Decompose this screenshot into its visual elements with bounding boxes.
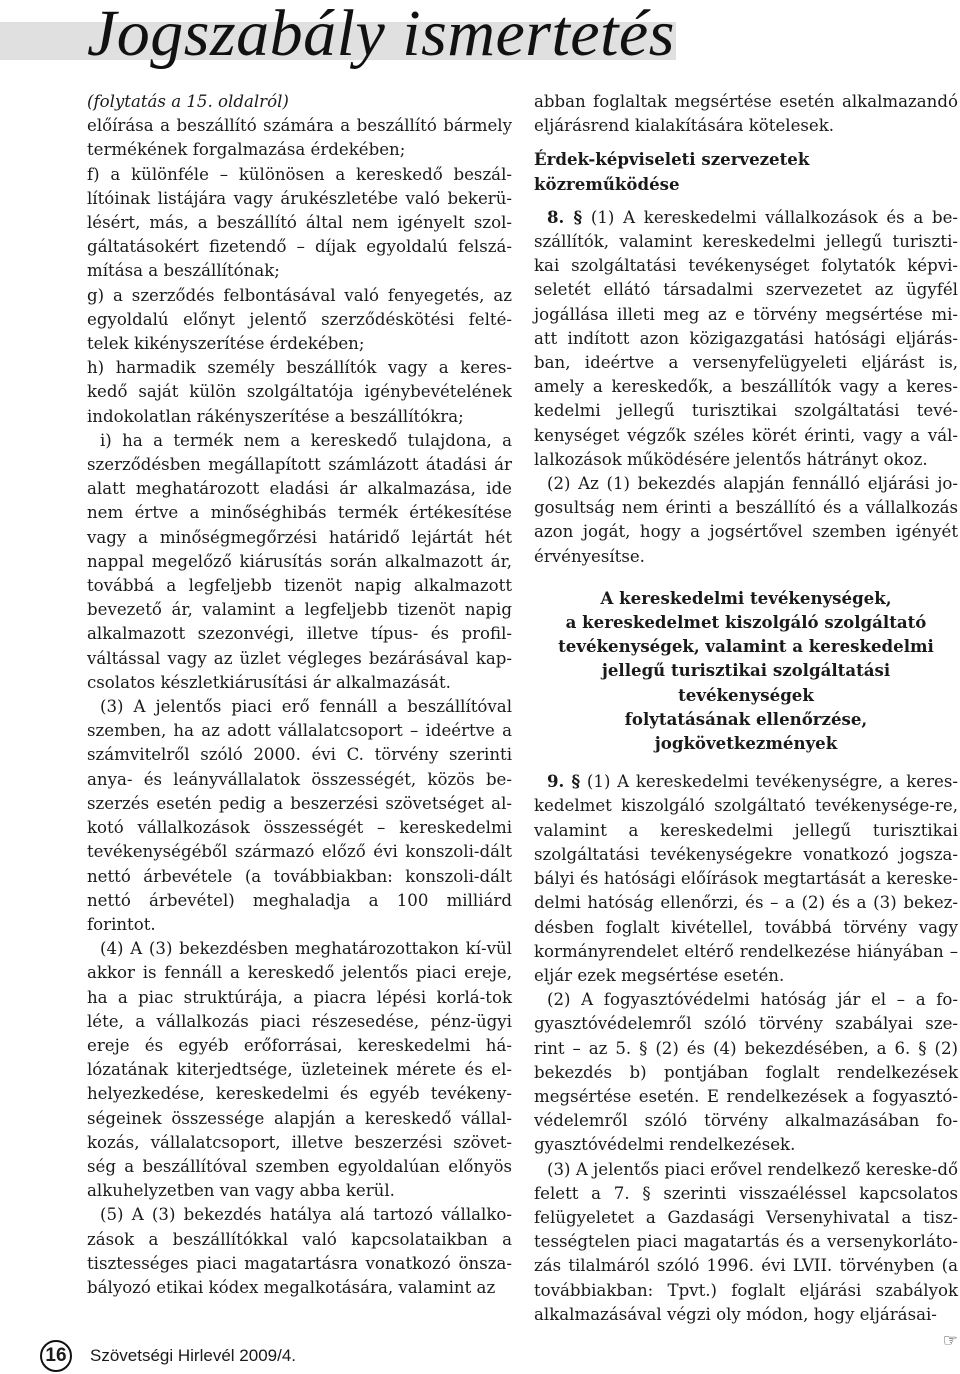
paragraph [534, 769, 958, 988]
paragraph: abban foglaltak megsértése esetén alkalmazandó eljárásrend kialakítására kötelesek. [534, 92, 958, 136]
section-heading-block [534, 586, 958, 755]
heading-line: jogkövetkezmények [654, 733, 838, 754]
heading-line: tevékenységek, valamint a kereskedelmi [558, 636, 934, 657]
page-number: 16 [40, 1340, 72, 1372]
paragraph: előírása a beszállító számára a beszállító bármely termékének forgalmazása érdekében; [87, 116, 512, 160]
paragraph: (4) A (3) bekezdésben meghatározottakon kí-vül akkor is fennáll a kereskedő jelentős piaci ereje, ha a piac struktúrája, a piacra lépési korlá-tok léte, a vállalkozás piaci részesedése, pénz-ügyi ereje és egyéb erőforrásai, kereskedelmi há-lózatának kiterjedtsége, üzleteinek mérete és el-helyezkedése, kereskedelmi és egyéb tevékeny-ségeinek összessége alapján a kereskedő vállal-kozás, vállalatcsoport, illetve beszerzési szövet-ség a beszállítóval szemben egyoldalúan előnyös alkuhelyzetben van vagy abba kerül. [87, 939, 512, 1201]
section-text: (1) A kereskedelmi tevékenységre, a keres-kedelmet kiszolgáló szolgáltató tevékenysége-re, valamint a kereskedelmi jellegű turisztikai szolgáltatási tevékenységekre vonatkozó jogsza-bályi és hatósági előírások megtartását a kereske-delmi hatóság ellenőrzi, és – a (2) és a (3) bekez-désben foglalt kivétellel, továbbá törvény vagy kormányrendelet eltérő rendelkezése hiányában – eljár ezek megsértése esetén. [534, 772, 958, 985]
page-title: Jogszabály ismertetés [87, 0, 675, 70]
paragraph: (2) Az (1) bekezdés alapján fennálló eljárási jo-gosultság nem érinti a beszállító és a vállalkozás azon jogát, hogy a jogsértővel szemben igényét érvényesítse. [534, 474, 958, 566]
paragraph: h) harmadik személy beszállítók vagy a keres-kedő saját külön szolgáltatója igénybevételének indokolatlan rákényszerítése a beszállítókra; [87, 358, 512, 426]
continue-pointer-icon: ☞ [942, 1330, 958, 1351]
paragraph [534, 205, 958, 472]
section-heading: Érdek-képviseleti szervezetek közreműködése [534, 149, 810, 194]
heading-line: folytatásának ellenőrzése, [624, 708, 868, 729]
section-number: 8. § [547, 206, 583, 227]
heading-line: jellegű turisztikai szolgáltatási tevékenységek [601, 660, 891, 705]
paragraph [87, 90, 512, 114]
heading-line: a kereskedelmet kiszolgáló szolgáltató [565, 612, 927, 633]
paragraph: (5) A (3) bekezdés hatálya alá tartozó vállalko-zások a beszállítókkal való kapcsolataikban a tisztességes piaci magatartásra vonatkozó önsza-bályozó etikai kódex megalkotására, valamint az [87, 1205, 512, 1297]
paragraph: g) a szerződés felbontásával való fenyegetés, az egyoldalú előnyt jelentő szerződéskötési felté-telek kikényszerítése érdekében; [87, 285, 512, 354]
paragraph: (3) A jelentős piaci erő fennáll a beszállítóval szemben, ha az adott vállalatcsoport – ideértve a számvitelről szóló 2000. évi C. törvény szerinti anya- és leányvállalatok összességét, közös be-szerzés esetén pedig a beszerzési szövetséget al-kotó vállalkozások összességét – kereskedelmi tevékenységéből származó előző évi konszoli-dált nettó árbevétele (a továbbiakban: konszoli-dált nettó árbevétel) meghaladja a 100 milliárd forintot. [87, 697, 512, 934]
publication-name: Szövetségi Hirlevél 2009/4. [90, 1346, 297, 1365]
continuation-note: (folytatás a 15. oldalról) [87, 92, 289, 111]
right-column [534, 90, 958, 1353]
paragraph: (3) A jelentős piaci erővel rendelkező kereske-dő felett a 7. § szerinti visszaéléssel kapcsolatos felügyeletet a Gazdasági Versenyhivatal a tisz-tességtelen piaci magatartás és a versenykorláto-zás tilalmáról szóló 1996. évi LVII. törvényben (a továbbiakban: Tpvt.) foglalt eljárási szabályok alkalmazásával végzi oly módon, hogy eljárásai- [534, 1159, 958, 1324]
paragraph: i) ha a termék nem a kereskedő tulajdona, a szerződésben megállapított számlázott átadási ár alatt meghatározott eladási ár alkalmazása, ide nem értve a minőséghibás termék értékesítése vagy a minőségmegőrzési határidő lejártát hét nappal megelőző kiárusítás során alkalmazott ár, továbbá a legfeljebb tizenöt napig alkalmazott bevezető ár, valamint a legfeljebb tizenöt napig alkalmazott szezonvégi, illetve típus- és profil-váltással vagy az üzlet végleges bezárásával kap-csolatos készletkiárusítási ár alkalmazását. [87, 430, 512, 692]
section-number: 9. § [547, 771, 581, 792]
paragraph: f) a különféle – különösen a kereskedő beszál-lítóinak listájára vagy árukészletébe való bekerü-lésért, más, a beszállító által nem igényelt szol-gáltatásokért fizetendő – díjak egyoldalú felszá-mítása a beszállítónak; [87, 164, 512, 281]
footer [40, 1339, 296, 1373]
left-column [87, 90, 512, 1300]
paragraph: (2) A fogyasztóvédelmi hatóság jár el – a fo-gyasztóvédelemről szóló törvény szabályai sze-rint – az 5. § (2) és (4) bekezdésében, a 6. § (2) bekezdés b) pontjában foglalt rendelkezések megsértése esetén. E rendelkezések a fogyasztó-védelemről szóló törvény alkalmazásában fo-gyasztóvédelmi rendelkezések. [534, 990, 958, 1155]
section-text: (1) A kereskedelmi vállalkozások és a be-szállítók, valamint kereskedelmi jellegű turiszti-kai szolgáltatási tevékenységet folytatók képvi-seletét ellátó társadalmi szervezetet az ügyfél jogállása illeti meg az e törvény megsértése mi-att indított azon közigazgatási hatósági eljárás-ban, ideértve a versenyfelügyeleti eljárást is, amely a kereskedők, a beszállítók vagy a keres-kedelmi jellegű turisztikai szolgáltatási tevé-kenységet végzők széles körét érinti, vagy a vál-lalkozások működésére jelentős hátrányt okoz. [534, 207, 958, 469]
heading-line: A kereskedelmi tevékenységek, [600, 587, 892, 608]
